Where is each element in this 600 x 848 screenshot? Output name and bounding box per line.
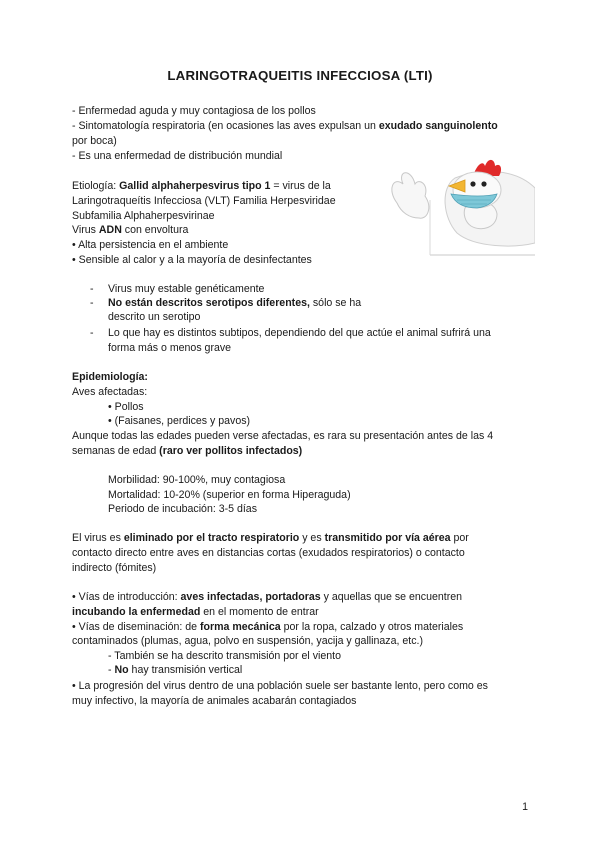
intro-line: - Sintomatología respiratoria (en ocasiones las aves expulsan un exudado sanguinolento [72, 120, 498, 132]
epi-bullet: • (Faisanes, perdices y pavos) [108, 415, 251, 427]
list-item: Virus muy estable genéticamente [108, 283, 265, 295]
epi-line: Aunque todas las edades pueden verse afectadas, es rara su presentación antes de las 4 [72, 430, 494, 442]
transmission-line: indirecto (fómites) [72, 562, 157, 574]
page-number: 1 [522, 801, 528, 813]
progression-line: • La progresión del virus dentro de una población suele ser bastante lento, pero como es [72, 680, 488, 692]
etiology-line: Virus ADN con envoltura [72, 224, 189, 236]
epi-stat: Mortalidad: 10-20% (superior en forma Hiperaguda) [108, 489, 351, 501]
epi-line: Aves afectadas: [72, 386, 148, 398]
intro-line: por boca) [72, 135, 117, 147]
transmission-line: El virus es eliminado por el tracto respiratorio y es transmitido por vía aérea por [72, 532, 469, 544]
intro-line: - Enfermedad aguda y muy contagiosa de los pollos [72, 105, 316, 117]
route-line: incubando la enfermedad en el momento de entrar [72, 606, 319, 618]
list-dash: - [90, 297, 94, 309]
list-item: No están descritos serotipos diferentes, sólo se ha [108, 297, 362, 309]
route-line: contaminados (plumas, agua, polvo en suspensión, yacija y gallinaza, etc.) [72, 635, 423, 647]
route-subitem: - No hay transmisión vertical [108, 664, 243, 676]
etiology-line: Laringotraqueítis Infecciosa (VLT) Familia Herpesviridae [72, 195, 336, 207]
page-title: LARINGOTRAQUEITIS INFECCIOSA (LTI) [167, 68, 433, 83]
chicken-wing-icon [392, 173, 429, 218]
route-line: • Vías de diseminación: de forma mecánica por la ropa, calzado y otros materiales [72, 621, 464, 633]
epi-stat: Periodo de incubación: 3-5 días [108, 503, 258, 515]
epi-bullet: • Pollos [108, 401, 144, 413]
chicken-eye-icon [470, 181, 475, 186]
etiology-line: • Sensible al calor y a la mayoría de desinfectantes [72, 254, 312, 266]
etiology-line: Etiología: Gallid alphaherpesvirus tipo 1 = virus de la [72, 180, 331, 192]
chicken-eye-icon [481, 181, 486, 186]
etiology-line: • Alta persistencia en el ambiente [72, 239, 229, 251]
list-dash: - [90, 283, 94, 295]
etiology-line: Subfamilia Alphaherpesvirinae [72, 210, 215, 222]
epi-line: semanas de edad (raro ver pollitos infectados) [72, 445, 303, 457]
intro-line: - Es una enfermedad de distribución mundial [72, 150, 283, 162]
section-heading: Epidemiología: [72, 371, 148, 383]
route-line: • Vías de introducción: aves infectadas, portadoras y aquellas que se encuentren [72, 591, 463, 603]
epi-stat: Morbilidad: 90-100%, muy contagiosa [108, 474, 286, 486]
list-item: forma más o menos grave [108, 342, 232, 354]
list-dash: - [90, 327, 94, 339]
masked-chicken-illustration [385, 148, 535, 258]
list-item: Lo que hay es distintos subtipos, dependiendo del que actúe el animal sufrirá una [108, 327, 491, 339]
list-item: descrito un serotipo [108, 311, 201, 323]
route-subitem: - También se ha descrito transmisión por el viento [108, 650, 341, 662]
transmission-line: contacto directo entre aves en distancias cortas (exudados respiratorios) o contacto [72, 547, 465, 559]
progression-line: muy infectivo, la mayoría de animales acabarán contagiados [72, 695, 357, 707]
